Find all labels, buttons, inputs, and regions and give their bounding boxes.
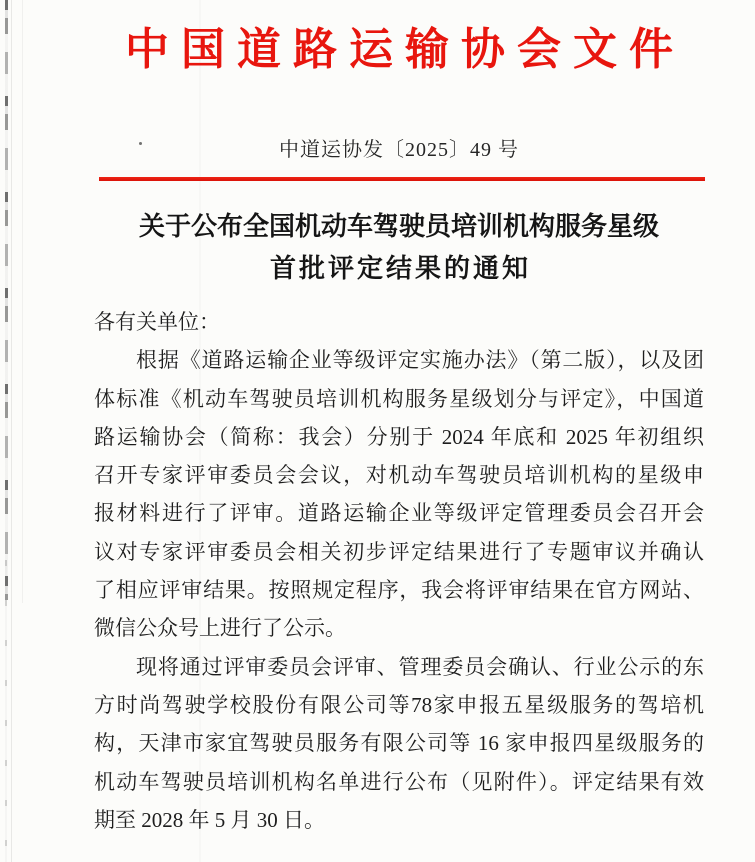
scan-edge-artifact-lower [5, 560, 7, 862]
body-line: 报材料进行了评审。道路运输企业等级评定管理委员会召开会 [94, 501, 704, 526]
body-line: 构，天津市家宜驾驶员服务有限公司等 16 家申报四星级服务的 [94, 731, 704, 756]
body-line: 期至 2028 年 5 月 30 日。 [94, 807, 325, 832]
document-reference-number: 中道运协发〔2025〕49 号 [279, 139, 519, 161]
document-title [94, 206, 704, 290]
document-content [94, 0, 704, 862]
document-title-line1: 关于公布全国机动车驾驶员培训机构服务星级 [138, 212, 659, 241]
body-line: 体标准《机动车驾驶员培训机构服务星级划分与评定》，中国道 [94, 386, 704, 411]
body-line: 微信公众号上进行了公示。 [94, 616, 346, 641]
letterhead-org-title: 中国道路运输协会文件 [125, 25, 685, 74]
body-line: 现将通过评审委员会评审、管理委员会确认、行业公示的东 [136, 654, 704, 679]
red-separator-rule [99, 177, 705, 181]
body-line: 了相应评审结果。按照规定程序，我会将评审结果在官方网站、 [94, 578, 704, 603]
body-line: 议对专家评审委员会相关初步评定结果进行了专题审议并确认 [94, 539, 704, 564]
body-line: 机动车驾驶员培训机构名单进行公布（见附件）。评定结果有效 [94, 769, 704, 794]
scan-edge-artifact [5, 0, 8, 600]
scan-crease-line [22, 0, 23, 603]
body-line: 方时尚驾驶学校股份有限公司等78家申报五星级服务的驾培机 [94, 692, 704, 717]
document-title-line2: 首批评定结果的通知 [269, 254, 531, 283]
body-line: 路运输协会（简称：我会）分别于 2024 年底和 2025 年初组织 [94, 424, 704, 449]
scan-crease-line [11, 0, 12, 862]
document-body [94, 303, 704, 839]
body-line: 召开专家评审委员会会议，对机动车驾驶员培训机构的星级申 [94, 463, 704, 488]
body-line: 根据《道路运输企业等级评定实施办法》（第二版），以及团 [136, 348, 704, 373]
body-line: 各有关单位： [94, 310, 220, 334]
